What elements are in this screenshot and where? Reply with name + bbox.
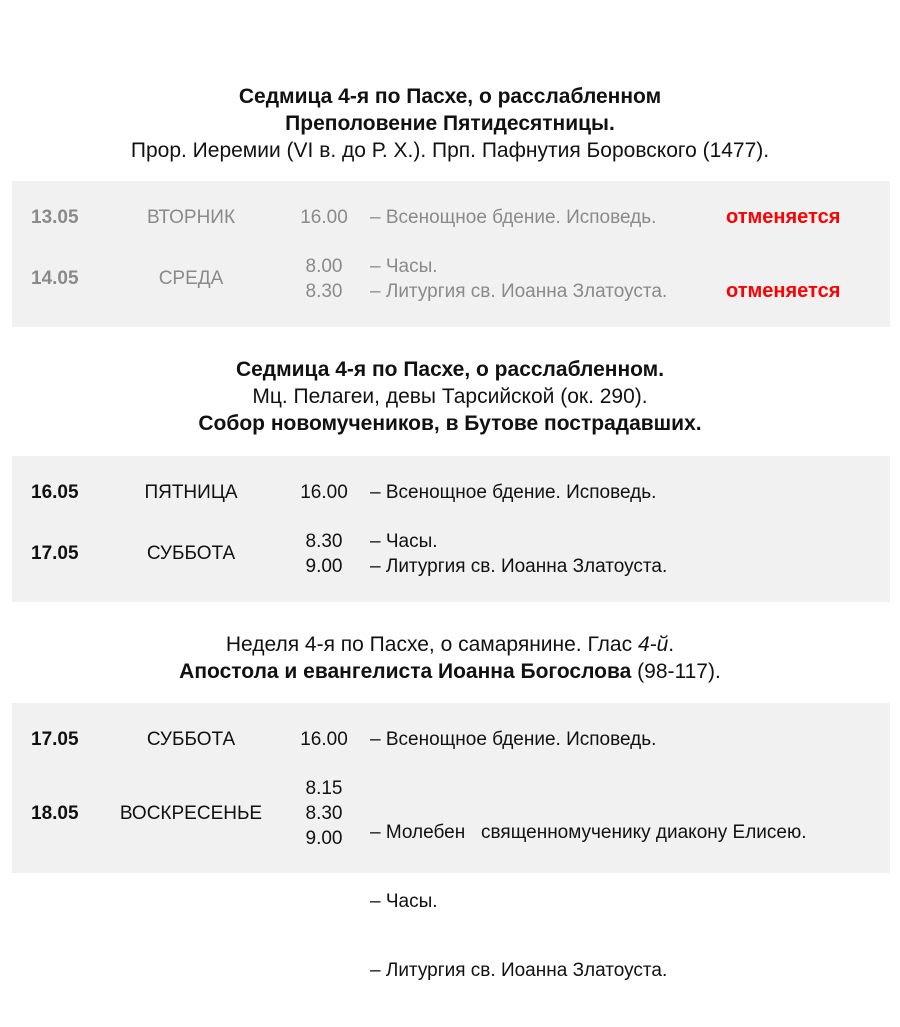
- section-3-saint-years: (98-117).: [631, 660, 721, 683]
- row-times: [294, 480, 354, 505]
- row-date: 16.05: [31, 482, 79, 503]
- row-time: 8.30: [305, 803, 343, 824]
- section-2-feast: Собор новомучеников, в Бутове пострадавших.: [198, 412, 702, 435]
- row-day: ПЯТНИЦА: [144, 482, 238, 503]
- section-2-heading: [0, 356, 900, 437]
- row-time: 8.30: [305, 531, 343, 552]
- row-time: 8.30: [305, 281, 343, 302]
- row-item: – Всенощное бдение. Исповедь.: [370, 207, 657, 228]
- cancelled-label: отменяется: [726, 280, 841, 302]
- section-3-heading: [0, 631, 900, 685]
- row-item: – Литургия св. Иоанна Златоуста.: [370, 556, 668, 577]
- row-times: [294, 529, 354, 579]
- row-date: 18.05: [31, 803, 79, 824]
- section-3-saint: [0, 658, 900, 685]
- section-3-title: [0, 631, 900, 658]
- section-3-tone: 4-й: [637, 633, 669, 656]
- row-date: 14.05: [31, 268, 79, 289]
- row-day: СРЕДА: [158, 268, 224, 289]
- row-times: [294, 776, 354, 851]
- section-1-saints: Прор. Иеремии (VI в. до Р. Х.). Прп. Пафнутия Боровского (1477).: [130, 139, 770, 162]
- section-1-title: Седмица 4-я по Пасхе, о расслабленном: [238, 85, 662, 108]
- row-item: – Всенощное бдение. Исповедь.: [370, 482, 657, 503]
- row-items: [370, 529, 667, 579]
- row-item: – Молебен священномученику диакону Елисею.: [370, 822, 807, 843]
- row-time: 16.00: [300, 482, 348, 503]
- row-item: – Часы.: [370, 891, 438, 912]
- row-day: СУББОТА: [146, 543, 236, 564]
- row-item: – Часы.: [370, 531, 438, 552]
- row-times: [294, 727, 354, 752]
- row-date: 13.05: [31, 207, 79, 228]
- cancelled-label: отменяется: [726, 206, 841, 228]
- section-3-title-text: Неделя 4-я по Пасхе, о самарянине. Глас: [225, 633, 638, 656]
- row-items: [370, 727, 656, 752]
- row-date: 17.05: [31, 543, 79, 564]
- section-2-title: Седмица 4-я по Пасхе, о расслабленном.: [235, 358, 665, 381]
- section-2-saints: Мц. Пелагеи, девы Тарсийской (ок. 290).: [252, 385, 648, 408]
- row-day: ВТОРНИК: [146, 207, 236, 228]
- row-item: – Часы.: [370, 256, 438, 277]
- row-items: [370, 480, 656, 505]
- row-time: 9.00: [305, 828, 343, 849]
- row-items: [370, 205, 656, 230]
- schedule-block-1: [12, 181, 890, 327]
- row-item: – Литургия св. Иоанна Златоуста.: [370, 281, 668, 302]
- row-date: 17.05: [31, 729, 79, 750]
- row-item: – Литургия св. Иоанна Златоуста.: [370, 960, 668, 981]
- section-1-feast: Преполовение Пятидесятницы.: [285, 112, 615, 135]
- schedule-block-2: [12, 456, 890, 602]
- row-day: СУББОТА: [146, 729, 236, 750]
- row-time: 8.00: [305, 256, 343, 277]
- row-items: [370, 254, 667, 304]
- row-time: 9.00: [305, 556, 343, 577]
- section-3-saint-name: Апостола и евангелиста Иоанна Богослова: [179, 660, 632, 683]
- row-items: [370, 776, 807, 1027]
- row-item: – Всенощное бдение. Исповедь.: [370, 729, 657, 750]
- section-1-heading: [0, 83, 900, 164]
- row-times: [294, 254, 354, 304]
- row-time: 16.00: [300, 207, 348, 228]
- section-3-title-end: .: [668, 633, 675, 656]
- row-time: 16.00: [300, 729, 348, 750]
- schedule-block-3: [12, 703, 890, 981]
- row-time: 8.15: [305, 778, 343, 799]
- row-times: [294, 205, 354, 230]
- row-day: ВОСКРЕСЕНЬЕ: [119, 803, 263, 824]
